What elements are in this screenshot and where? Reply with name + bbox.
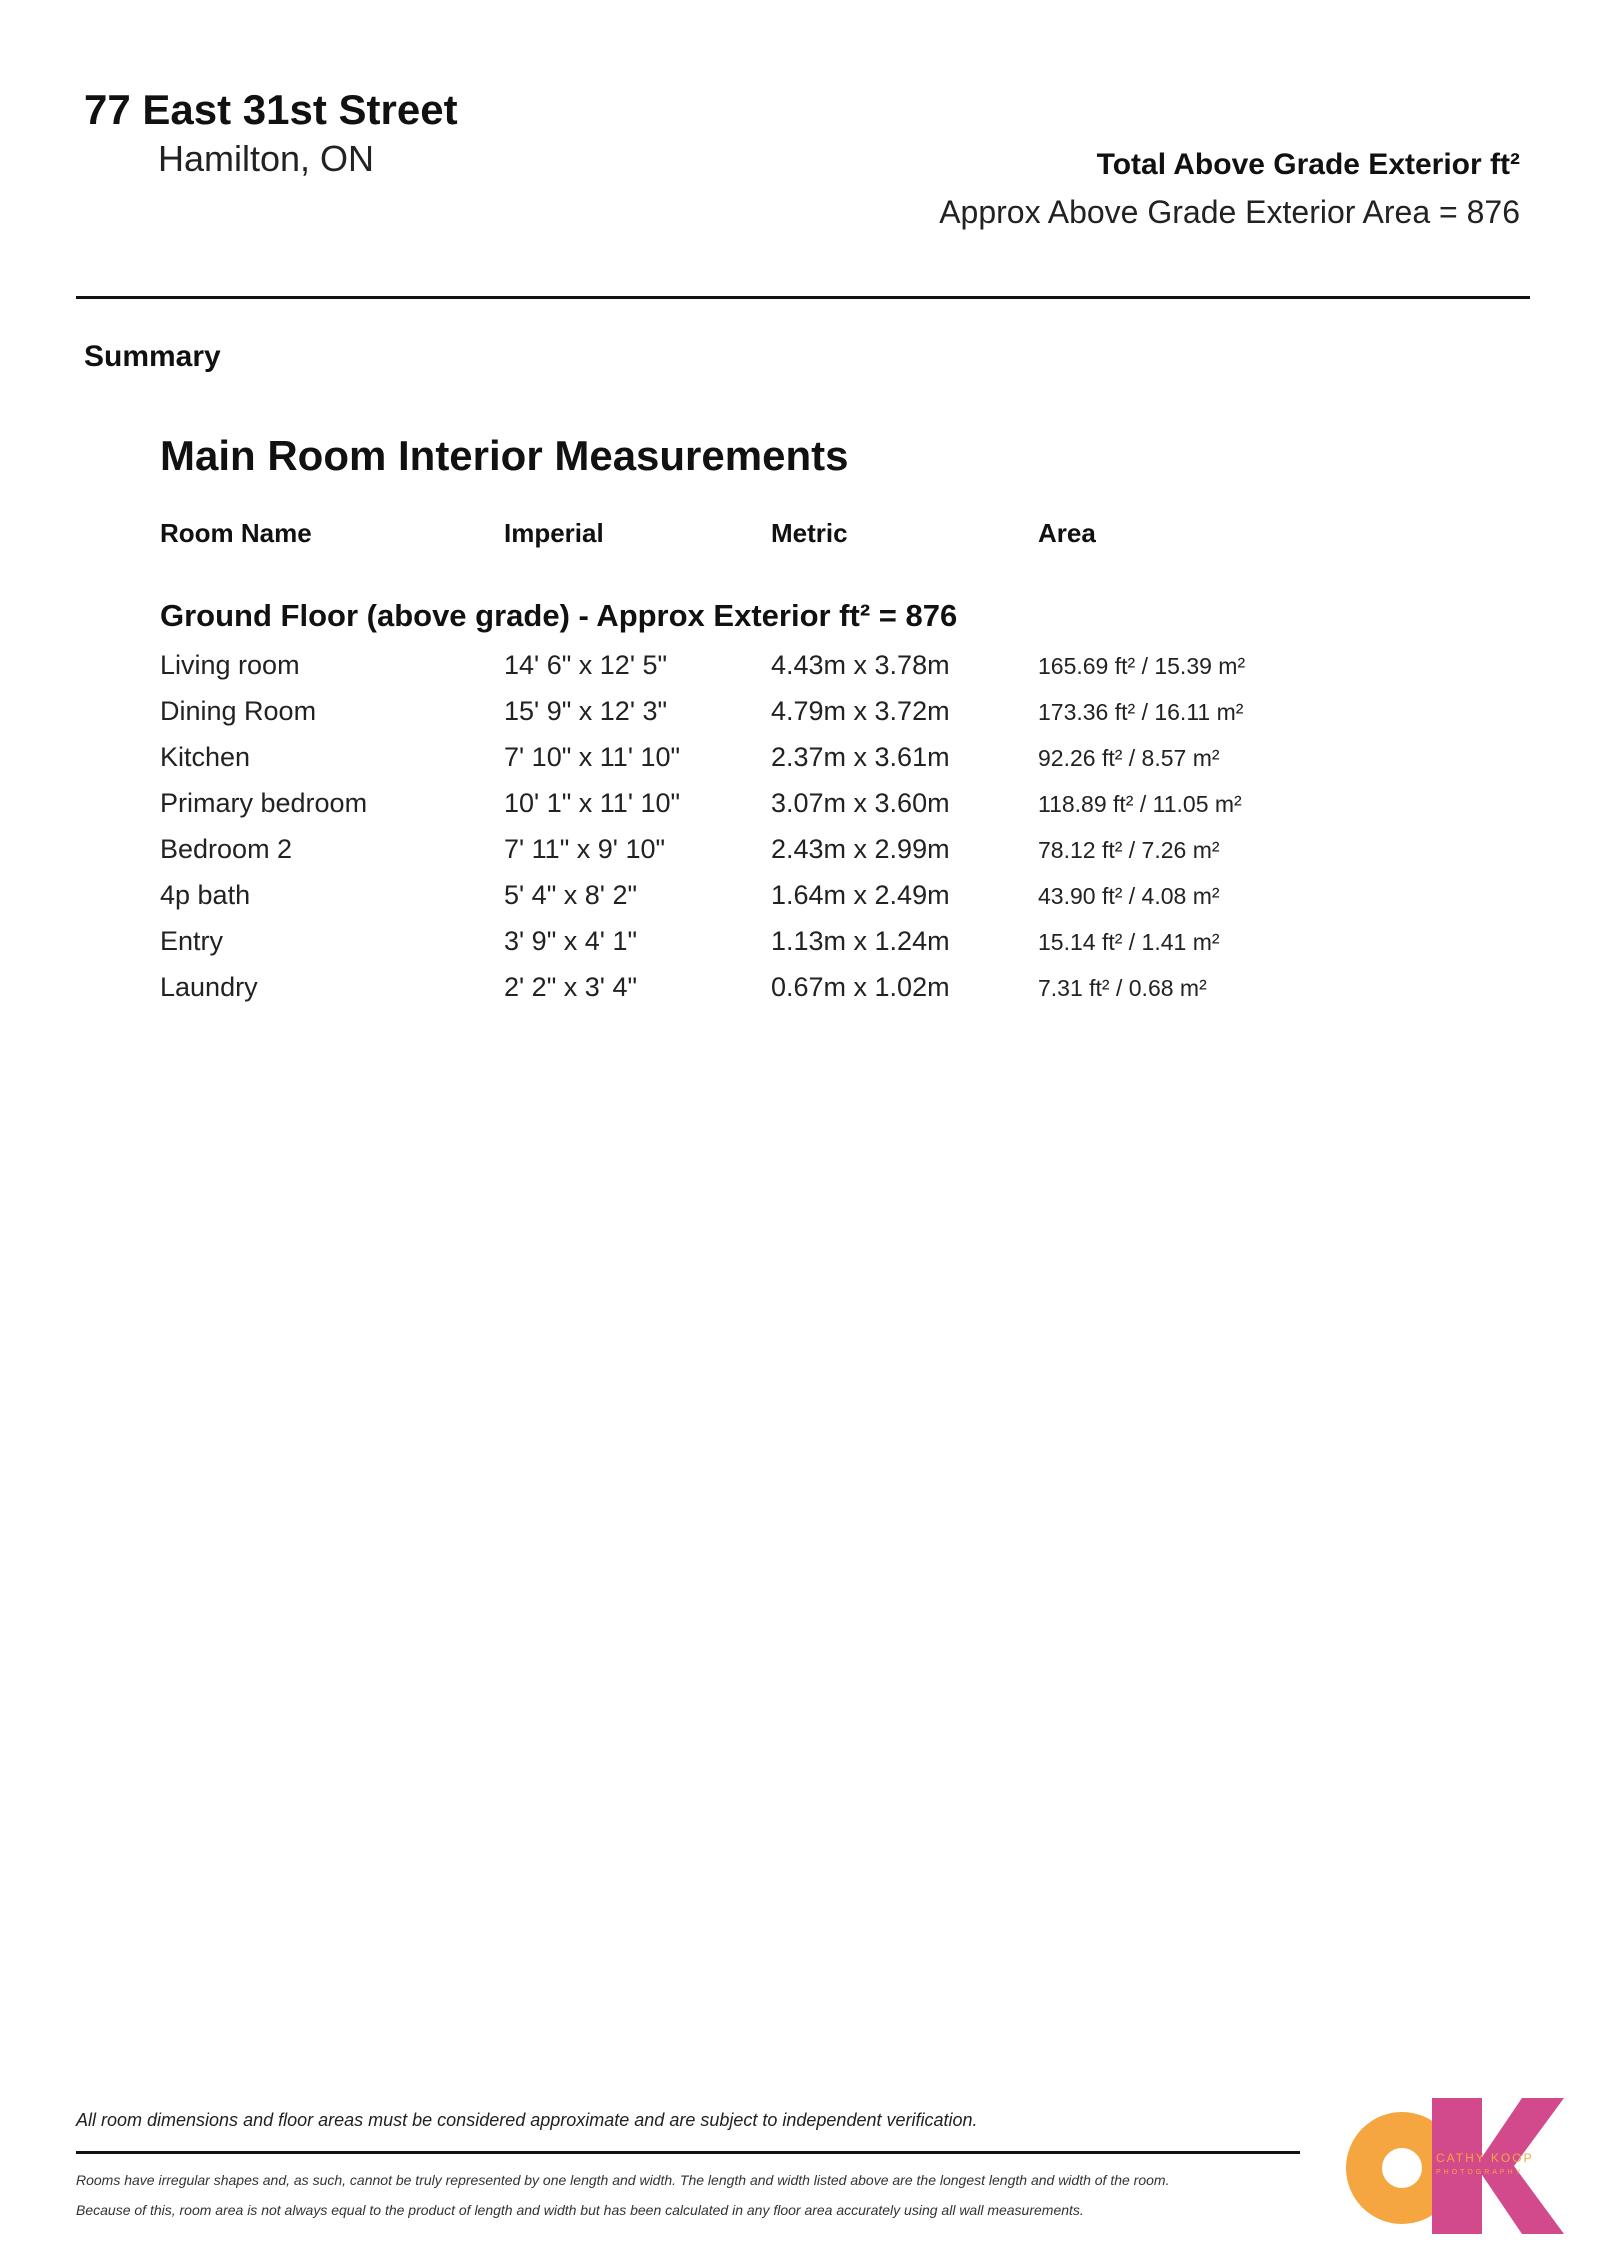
logo-k-stem — [1432, 2098, 1482, 2234]
logo-tagline: PHOTOGRAPHY — [1436, 2169, 1524, 2176]
logo-k-arm-lower — [1476, 2166, 1564, 2234]
room-name: Bedroom 2 — [160, 834, 293, 864]
room-metric: 1.13m x 1.24m — [771, 926, 950, 956]
table-row — [160, 972, 1360, 1018]
room-imperial: 3' 9" x 4' 1" — [504, 926, 638, 956]
room-imperial: 14' 6" x 12' 5" — [504, 650, 668, 680]
column-header-imperial: Imperial — [504, 518, 604, 548]
logo-o-hole — [1382, 2148, 1422, 2188]
room-table — [160, 650, 1360, 1018]
room-imperial: 7' 10" x 11' 10" — [504, 742, 681, 772]
room-area: 165.69 ft² / 15.39 m² — [1038, 653, 1246, 679]
room-name: Kitchen — [160, 742, 251, 772]
room-name: Laundry — [160, 972, 258, 1002]
room-area: 15.14 ft² / 1.41 m² — [1038, 929, 1220, 955]
table-row — [160, 742, 1360, 788]
room-metric: 4.43m x 3.78m — [771, 650, 950, 680]
table-row — [160, 880, 1360, 926]
table-row — [160, 788, 1360, 834]
room-name: Dining Room — [160, 696, 317, 726]
column-header-room-name: Room Name — [160, 518, 312, 548]
room-area: 78.12 ft² / 7.26 m² — [1038, 837, 1220, 863]
room-metric: 4.79m x 3.72m — [771, 696, 950, 726]
room-name: Entry — [160, 926, 224, 956]
room-metric: 1.64m x 2.49m — [771, 880, 950, 910]
room-area: 92.26 ft² / 8.57 m² — [1038, 745, 1220, 771]
logo-name: CATHY KOOP — [1436, 2151, 1534, 2165]
room-name: 4p bath — [160, 880, 251, 910]
disclaimer: All room dimensions and floor areas must be considered approximate and are subject to independent verification. — [76, 2110, 978, 2130]
room-area: 43.90 ft² / 4.08 m² — [1038, 883, 1220, 909]
room-imperial: 7' 11" x 9' 10" — [504, 834, 666, 864]
column-header-metric: Metric — [771, 518, 848, 548]
room-name: Primary bedroom — [160, 788, 368, 818]
table-row — [160, 926, 1360, 972]
room-metric: 0.67m x 1.02m — [771, 972, 950, 1002]
room-metric: 3.07m x 3.60m — [771, 788, 950, 818]
company-logo — [1336, 2096, 1566, 2236]
total-area-subtitle: Approx Above Grade Exterior Area = 876 — [939, 194, 1520, 230]
table-row — [160, 696, 1360, 742]
measurement-note-line1: Rooms have irregular shapes and, as such, cannot be truly represented by one length and width. The length and width listed above are the longest length and width of the room. — [76, 2172, 1170, 2188]
room-imperial: 10' 1" x 11' 10" — [504, 788, 681, 818]
room-metric: 2.43m x 2.99m — [771, 834, 950, 864]
measurement-note-line2: Because of this, room area is not always equal to the product of length and width but has been calculated in any floor area accurately using all wall measurements. — [76, 2202, 1084, 2218]
room-imperial: 5' 4" x 8' 2" — [504, 880, 638, 910]
room-area: 118.89 ft² / 11.05 m² — [1038, 791, 1242, 817]
room-area: 173.36 ft² / 16.11 m² — [1038, 699, 1244, 725]
summary-label: Summary — [84, 340, 221, 373]
section-title: Main Room Interior Measurements — [160, 432, 849, 479]
room-imperial: 15' 9" x 12' 3" — [504, 696, 668, 726]
footer-divider — [76, 2151, 1300, 2154]
room-metric: 2.37m x 3.61m — [771, 742, 950, 772]
column-header-area: Area — [1038, 518, 1096, 548]
room-name: Living room — [160, 650, 300, 680]
table-row — [160, 650, 1360, 696]
address-line2: Hamilton, ON — [158, 138, 375, 179]
total-area-title: Total Above Grade Exterior ft² — [1096, 148, 1520, 181]
room-imperial: 2' 2" x 3' 4" — [504, 972, 638, 1002]
table-row — [160, 834, 1360, 880]
header-divider — [76, 296, 1530, 299]
room-area: 7.31 ft² / 0.68 m² — [1038, 975, 1207, 1001]
address-line1: 77 East 31st Street — [84, 86, 458, 133]
floor-title: Ground Floor (above grade) - Approx Exterior ft² = 876 — [160, 598, 958, 633]
